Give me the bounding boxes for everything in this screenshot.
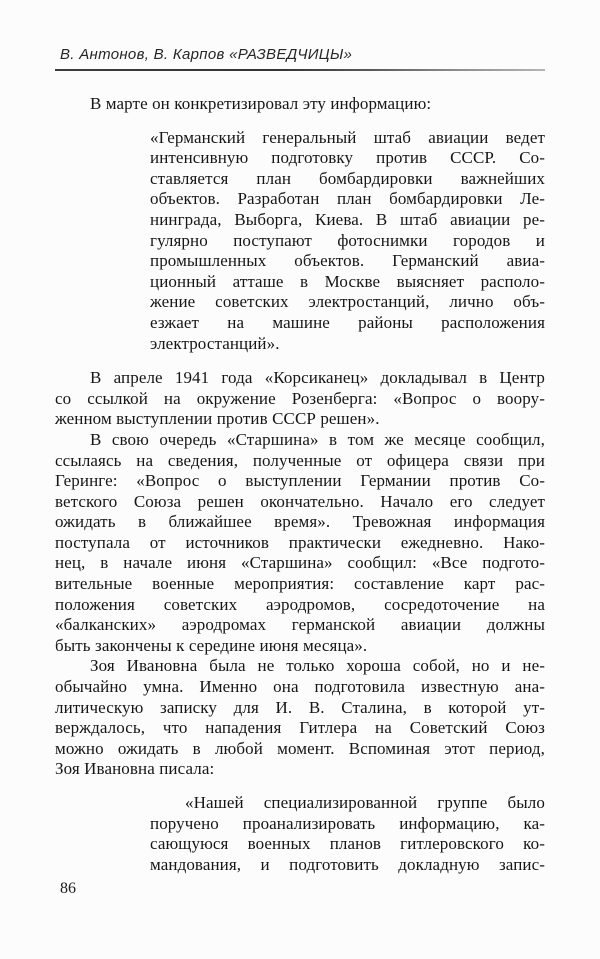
page-text <box>55 94 545 875</box>
text-line: мандования, и подготовить докладную запис- <box>150 854 545 874</box>
text-line: Зоя Ивановна была не только хороша собой, но и не- <box>90 656 545 676</box>
text-line: объектов. Разработан план бомбардировки Ле- <box>150 189 545 209</box>
starshina-paragraph <box>55 430 545 657</box>
text-line: промышленных объектов. Германский авиа- <box>150 251 545 271</box>
intro-paragraph <box>55 94 545 115</box>
text-line: «Германский генеральный штаб авиации ведет <box>150 127 545 147</box>
text-line: нинграда, Выборга, Киева. В штаб авиации ре- <box>150 209 545 229</box>
text-line: ставляется план бомбардировки важнейших <box>150 168 545 188</box>
text-line: В апреле 1941 года «Корсиканец» докладывал в Центр <box>90 368 545 388</box>
zoya-paragraph <box>55 656 545 780</box>
text-line: сающуюся военных планов гитлеровского ко- <box>150 834 545 854</box>
korsikanets-paragraph <box>55 368 545 430</box>
text-line: женном выступлении против СССР решен». <box>55 409 380 429</box>
running-header <box>60 46 545 63</box>
header-rule <box>55 69 545 71</box>
text-line: «балканских» аэродромах германской авиации должны <box>55 615 545 635</box>
text-line: положения советских аэродромов, сосредоточение на <box>55 594 545 614</box>
text-line: Геринге: «Вопрос о выступлении Германии против Со- <box>55 471 545 491</box>
text-line: езжает на машине районы расположения <box>150 312 545 332</box>
text-line: поступала от источников практически ежедневно. Нако- <box>55 532 545 552</box>
text-line: «Нашей специализированной группе было <box>185 793 545 812</box>
page-number: 86 <box>60 880 76 897</box>
text-line: В марте он конкретизировал эту информацию: <box>90 94 432 113</box>
text-line: литическую записку для И. В. Сталина, в которой ут- <box>55 697 545 717</box>
text-line: ционный атташе в Москве выясняет располо- <box>150 271 545 291</box>
german-staff-quote <box>150 128 545 355</box>
special-group-quote <box>150 793 545 875</box>
text-line: интенсивную подготовку против СССР. Со- <box>150 148 545 168</box>
text-line: обычайно умна. Именно она подготовила известную ана- <box>55 677 545 697</box>
text-line: жение советских электростанций, лично объ- <box>150 292 545 312</box>
text-line: со ссылкой на окружение Розенберга: «Вопрос о воору- <box>55 388 545 408</box>
text-line: ожидать в ближайшее время». Тревожная информация <box>55 512 545 532</box>
text-line: можно ожидать в любой момент. Вспоминая этот период, <box>55 738 545 758</box>
text-line: вительные военные мероприятия: составление карт рас- <box>55 574 545 594</box>
text-line: нец, в начале июня «Старшина» сообщил: «Все подгото- <box>55 553 545 573</box>
text-line: Зоя Ивановна писала: <box>55 759 215 779</box>
text-line: В свою очередь «Старшина» в том же месяце сообщил, <box>90 429 545 449</box>
text-line: поручено проанализировать информацию, ка- <box>150 813 545 833</box>
text-line: верждалось, что нападения Гитлера на Советский Союз <box>55 718 545 738</box>
text-line: гулярно поступают фотоснимки городов и <box>150 230 545 250</box>
text-line: быть закончены к середине июня месяца». <box>55 635 368 655</box>
text-line: ссылаясь на сведения, полученные от офицера связи при <box>55 450 545 470</box>
text-line: электростанций». <box>150 333 280 353</box>
text-line: ветского Союза решен окончательно. Начало его следует <box>55 491 545 511</box>
running-header-text: В. Антонов, В. Карпов «РАЗВЕДЧИЦЫ» <box>60 46 353 63</box>
